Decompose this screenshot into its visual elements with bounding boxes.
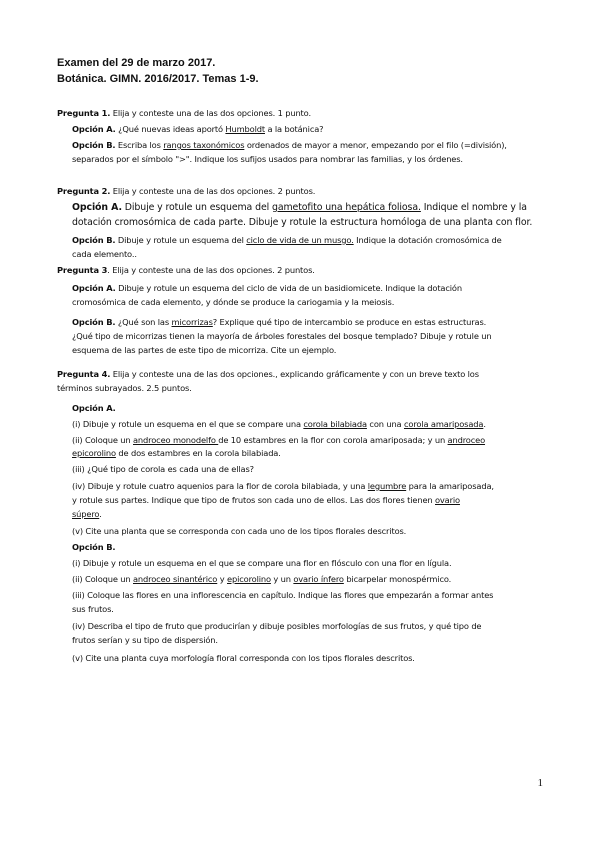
- text-segment: con una: [366, 419, 404, 429]
- underlined-term: ciclo de vida de un musgo.: [246, 235, 354, 245]
- question-2-heading: [57, 186, 315, 197]
- question-1-label: Pregunta 1.: [57, 108, 111, 118]
- option-b-label: Opción B.: [72, 140, 116, 150]
- option-b-item-iv: (iv) Describa el tipo de fruto que producirían y dibuje posibles morfologías de sus frutos, y qué tipo de: [72, 621, 482, 631]
- question-1-option-a: [72, 124, 323, 135]
- underlined-term: Humboldt: [225, 124, 265, 134]
- page-subtitle: Botánica. GIMN. 2016/2017. Temas 1-9.: [57, 73, 259, 85]
- text-segment: bicarpelar monospérmico.: [343, 574, 452, 584]
- question-3-option-b: [72, 317, 486, 328]
- text-segment: de dos estambres en la corola bilabiada.: [115, 448, 281, 458]
- question-1-heading: [57, 108, 311, 119]
- question-4-option-a-label: Opción A.: [72, 403, 116, 413]
- text-segment: a la botánica?: [264, 124, 324, 134]
- question-3-option-b-line-3: esquema de las partes de este tipo de micorriza. Cite un ejemplo.: [72, 345, 337, 355]
- option-b-label: Opción B.: [72, 235, 116, 245]
- option-a-item-iii: (iii) ¿Qué tipo de corola es cada una de ellas?: [72, 464, 254, 474]
- text-segment: Escriba los: [115, 140, 164, 150]
- option-b-item-ii: [72, 574, 451, 585]
- text-segment: Dibuje y rotule un esquema del: [115, 235, 247, 245]
- question-2-option-a: [72, 202, 527, 213]
- question-4-heading-line-2: términos subrayados. 2.5 puntos.: [57, 383, 192, 393]
- underlined-term: gametofito una hepática foliosa.: [272, 202, 421, 213]
- question-3-text: . Elija y conteste una de las dos opciones. 2 puntos.: [107, 265, 315, 275]
- text-segment: ¿Qué son las: [115, 317, 172, 327]
- underlined-term: ovario: [435, 495, 460, 505]
- underlined-term: micorrizas: [171, 317, 213, 327]
- question-1-text: Elija y conteste una de las dos opciones. 1 punto.: [110, 108, 311, 118]
- text-segment: para la amariposada,: [406, 481, 494, 491]
- text-segment: (ii) Coloque un: [72, 574, 133, 584]
- question-3-label: Pregunta 3: [57, 265, 108, 275]
- page-number: 1: [537, 777, 543, 789]
- question-4-option-b-label: Opción B.: [72, 542, 116, 552]
- underlined-term: corola bilabiada: [303, 419, 367, 429]
- question-4-label: Pregunta 4.: [57, 369, 111, 379]
- underlined-term: súpero: [72, 509, 100, 519]
- text-segment: Indique el nombre y la: [420, 202, 527, 213]
- option-a-item-iv: [72, 481, 494, 492]
- underlined-term: legumbre: [367, 481, 407, 491]
- question-3-option-b-line-2: ¿Qué tipo de micorrizas tienen la mayoría de árboles forestales del bosque templado? Dibuje y rotule un: [72, 331, 492, 341]
- option-a-label: Opción A.: [72, 202, 122, 213]
- text-segment: ordenados de mayor a menor, empezando por el filo (=división),: [244, 140, 507, 150]
- underlined-term: epicorolino: [227, 574, 271, 584]
- option-a-label: Opción A.: [72, 124, 116, 134]
- text-segment: Dibuje y rotule un esquema del ciclo de vida de un basidiomicete. Indique la dotación: [115, 283, 462, 293]
- option-a-item-v: (v) Cite una planta que se corresponda con cada uno de los tipos florales descritos.: [72, 526, 407, 536]
- text-segment: Indique la dotación cromosómica de: [353, 235, 502, 245]
- underlined-term: androceo sinantérico: [133, 574, 218, 584]
- text-segment: Dibuje y rotule un esquema del: [121, 202, 272, 213]
- option-a-item-ii-line-2: [72, 448, 281, 459]
- text-segment: y rotule sus partes. Indique que tipo de frutos son cada uno de ellos. Las dos flores tienen: [72, 495, 435, 505]
- question-3-heading: [57, 265, 315, 276]
- text-segment: y: [217, 574, 227, 584]
- option-a-item-i: [72, 419, 486, 430]
- question-1-option-b-line-2: separados por el símbolo ">". Indique los sufijos usados para nombrar las familias, y los órdenes.: [72, 154, 463, 164]
- text-segment: y un: [270, 574, 294, 584]
- option-b-label: Opción B.: [72, 317, 116, 327]
- option-b-item-iii-line-2: sus frutos.: [72, 604, 114, 614]
- text-segment: ? Explique qué tipo de intercambio se produce en estas estructuras.: [212, 317, 487, 327]
- underlined-term: androceo: [447, 435, 486, 445]
- question-2-option-a-line-2: dotación cromosómica de cada parte. Dibuje y rotule la estructura homóloga de una planta con flor.: [72, 217, 533, 228]
- question-4-heading: [57, 369, 479, 380]
- question-2-label: Pregunta 2.: [57, 186, 111, 196]
- underlined-term: ovario ínfero: [293, 574, 344, 584]
- underlined-term: rangos taxonómicos: [163, 140, 245, 150]
- option-b-item-iii: (iii) Coloque las flores en una inflorescencia en capítulo. Indique las flores que empezarán a formar antes: [72, 590, 494, 600]
- text-segment: (ii) Coloque un: [72, 435, 133, 445]
- text-segment: .: [483, 419, 486, 429]
- underlined-term: epicorolino: [72, 448, 116, 458]
- text-segment: .: [99, 509, 102, 519]
- underlined-term: corola amariposada: [403, 419, 484, 429]
- question-1-option-b: [72, 140, 507, 151]
- text-segment: (iv) Dibuje y rotule cuatro aquenios para la flor de corola bilabiada, y una: [72, 481, 368, 491]
- question-2-text: Elija y conteste una de las dos opciones. 2 puntos.: [110, 186, 316, 196]
- question-2-option-b: [72, 235, 502, 246]
- question-2-option-b-line-2: cada elemento..: [72, 249, 137, 259]
- option-b-item-iv-line-2: frutos serían y su tipo de dispersión.: [72, 635, 218, 645]
- option-a-label: Opción A.: [72, 283, 116, 293]
- question-3-option-a-line-2: cromosómica de cada elemento, y dónde se produce la cariogamia y la meiosis.: [72, 297, 395, 307]
- question-4-text: Elija y conteste una de las dos opciones., explicando gráficamente y con un breve texto los: [110, 369, 479, 379]
- option-a-item-ii: [72, 435, 485, 446]
- option-a-item-iv-line-2: [72, 495, 460, 506]
- text-segment: (i) Dibuje y rotule un esquema en el que se compare una: [72, 419, 304, 429]
- option-b-item-i: (i) Dibuje y rotule un esquema en el que se compare una flor en flósculo con una flor en lígula.: [72, 558, 452, 568]
- option-b-item-v: (v) Cite una planta cuya morfología floral corresponda con los tipos florales descritos.: [72, 653, 415, 663]
- text-segment: ¿Qué nuevas ideas aportó: [115, 124, 226, 134]
- page-title: Examen del 29 de marzo 2017.: [57, 57, 216, 69]
- option-a-item-iv-line-3: [72, 509, 102, 520]
- question-3-option-a: [72, 283, 462, 294]
- text-segment: de 10 estambres en la flor con corola amariposada; y un: [218, 435, 448, 445]
- underlined-term: androceo monodelfo: [133, 435, 219, 445]
